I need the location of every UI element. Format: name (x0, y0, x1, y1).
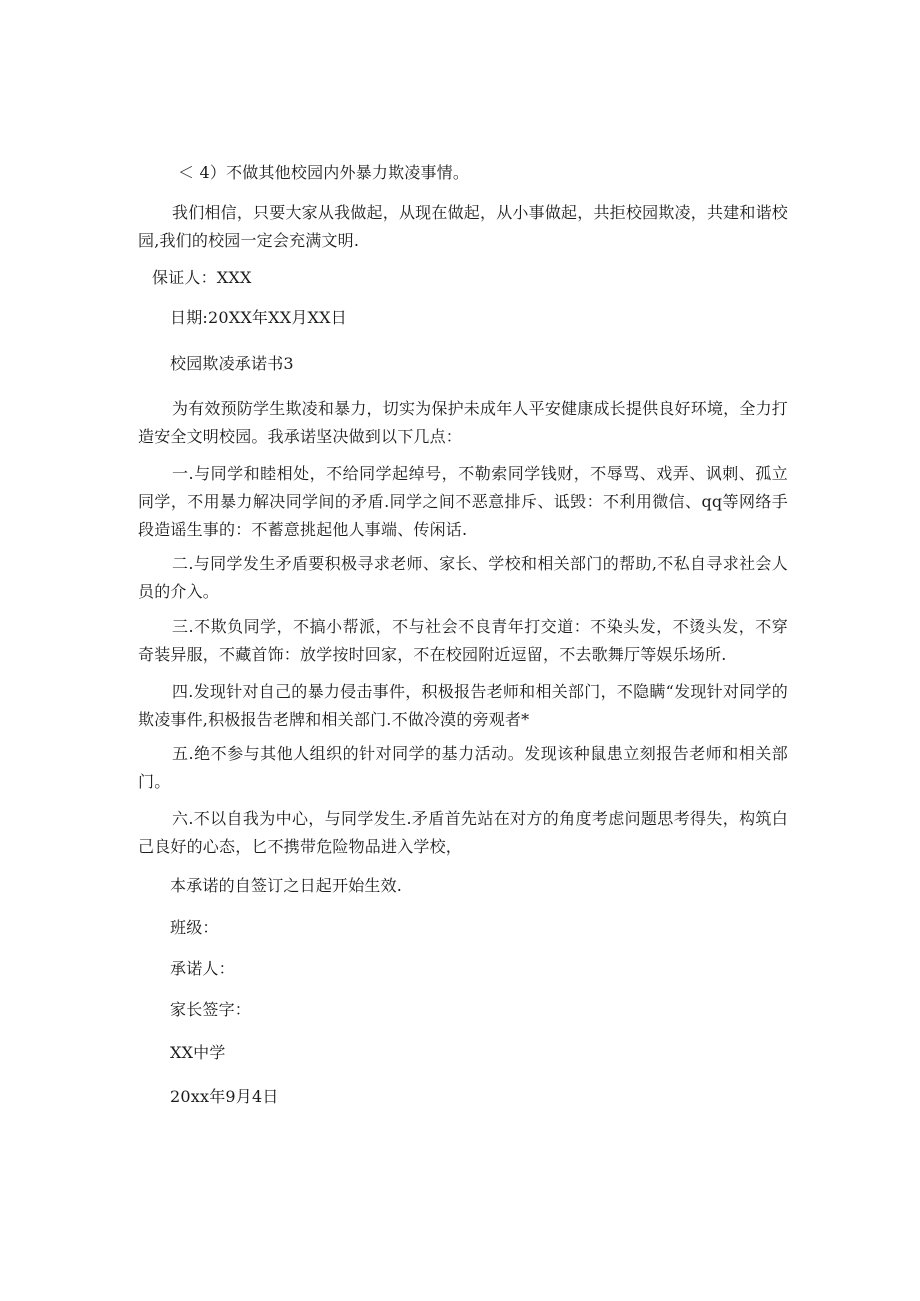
item-4: ＜ 4）不做其他校园内外暴力欺凌事情。 (178, 163, 470, 182)
class-label: 班级： (170, 918, 219, 937)
signed-date: 20xx年9月4日 (170, 1087, 279, 1106)
point-6: 六.不以自我为中心，与同学发生.矛盾首先站在对方的角度考虑问题思考得失，构筑白己良好的心态，匕不携带危险物品进入学校， (138, 809, 788, 856)
school-name: XX中学 (170, 1043, 226, 1062)
point-5: 五.绝不参与其他人组织的针对同学的基力活动。发现该种鼠患立刻报告老师和相关部门。 (138, 744, 788, 791)
guarantor-line: 保证人：XXX (152, 268, 252, 287)
effective-statement: 本承诺的自签订之日起开始生效. (170, 876, 403, 895)
section-title: 校园欺凌承诺书3 (170, 354, 294, 373)
date-line: 日期:20XX年XX月XX日 (170, 308, 347, 327)
point-4: 四.发现针对自己的暴力侵击事件，积极报告老师和相关部门，不隐瞒“发现针对同学的欺凌事件,积极报告老牌和相关部门.不做冷漠的旁观者* (138, 682, 788, 729)
point-1: 一.与同学和睦相处，不给同学起绰号，不勒索同学钱财，不辱骂、戏弄、讽刺、孤立同学，不用暴力解决同学间的矛盾.同学之间不恶意排斥、诋毁：不利用微信、qq等网络手段造谣生事的：不蓄意挑起他人事端、传闲话. (138, 464, 788, 539)
point-3: 三.不欺负同学，不搞小帮派，不与社会不良青年打交道：不染头发，不烫头发，不穿奇装异服，不藏首饰：放学按时回家，不在校园附近逗留，不去歌舞厅等娱乐场所. (138, 617, 788, 664)
promisor-label: 承诺人： (170, 959, 235, 978)
point-2: 二.与同学发生矛盾要积极寻求老师、家长、学校和相关部门的帮助,不私自寻求社会人员的介入。 (138, 554, 788, 601)
intro-paragraph: 为有效预防学生欺凌和暴力，切实为保护未成年人平安健康成长提供良好环境，全力打造安全文明校园。我承诺坚决做到以下几点： (138, 399, 788, 446)
parent-signature-label: 家长签字： (170, 1000, 252, 1019)
closing-statement: 我们相信，只要大家从我做起，从现在做起，从小事做起，共拒校园欺凌，共建和谐校园,我们的校园一定会充满文明. (138, 203, 788, 250)
